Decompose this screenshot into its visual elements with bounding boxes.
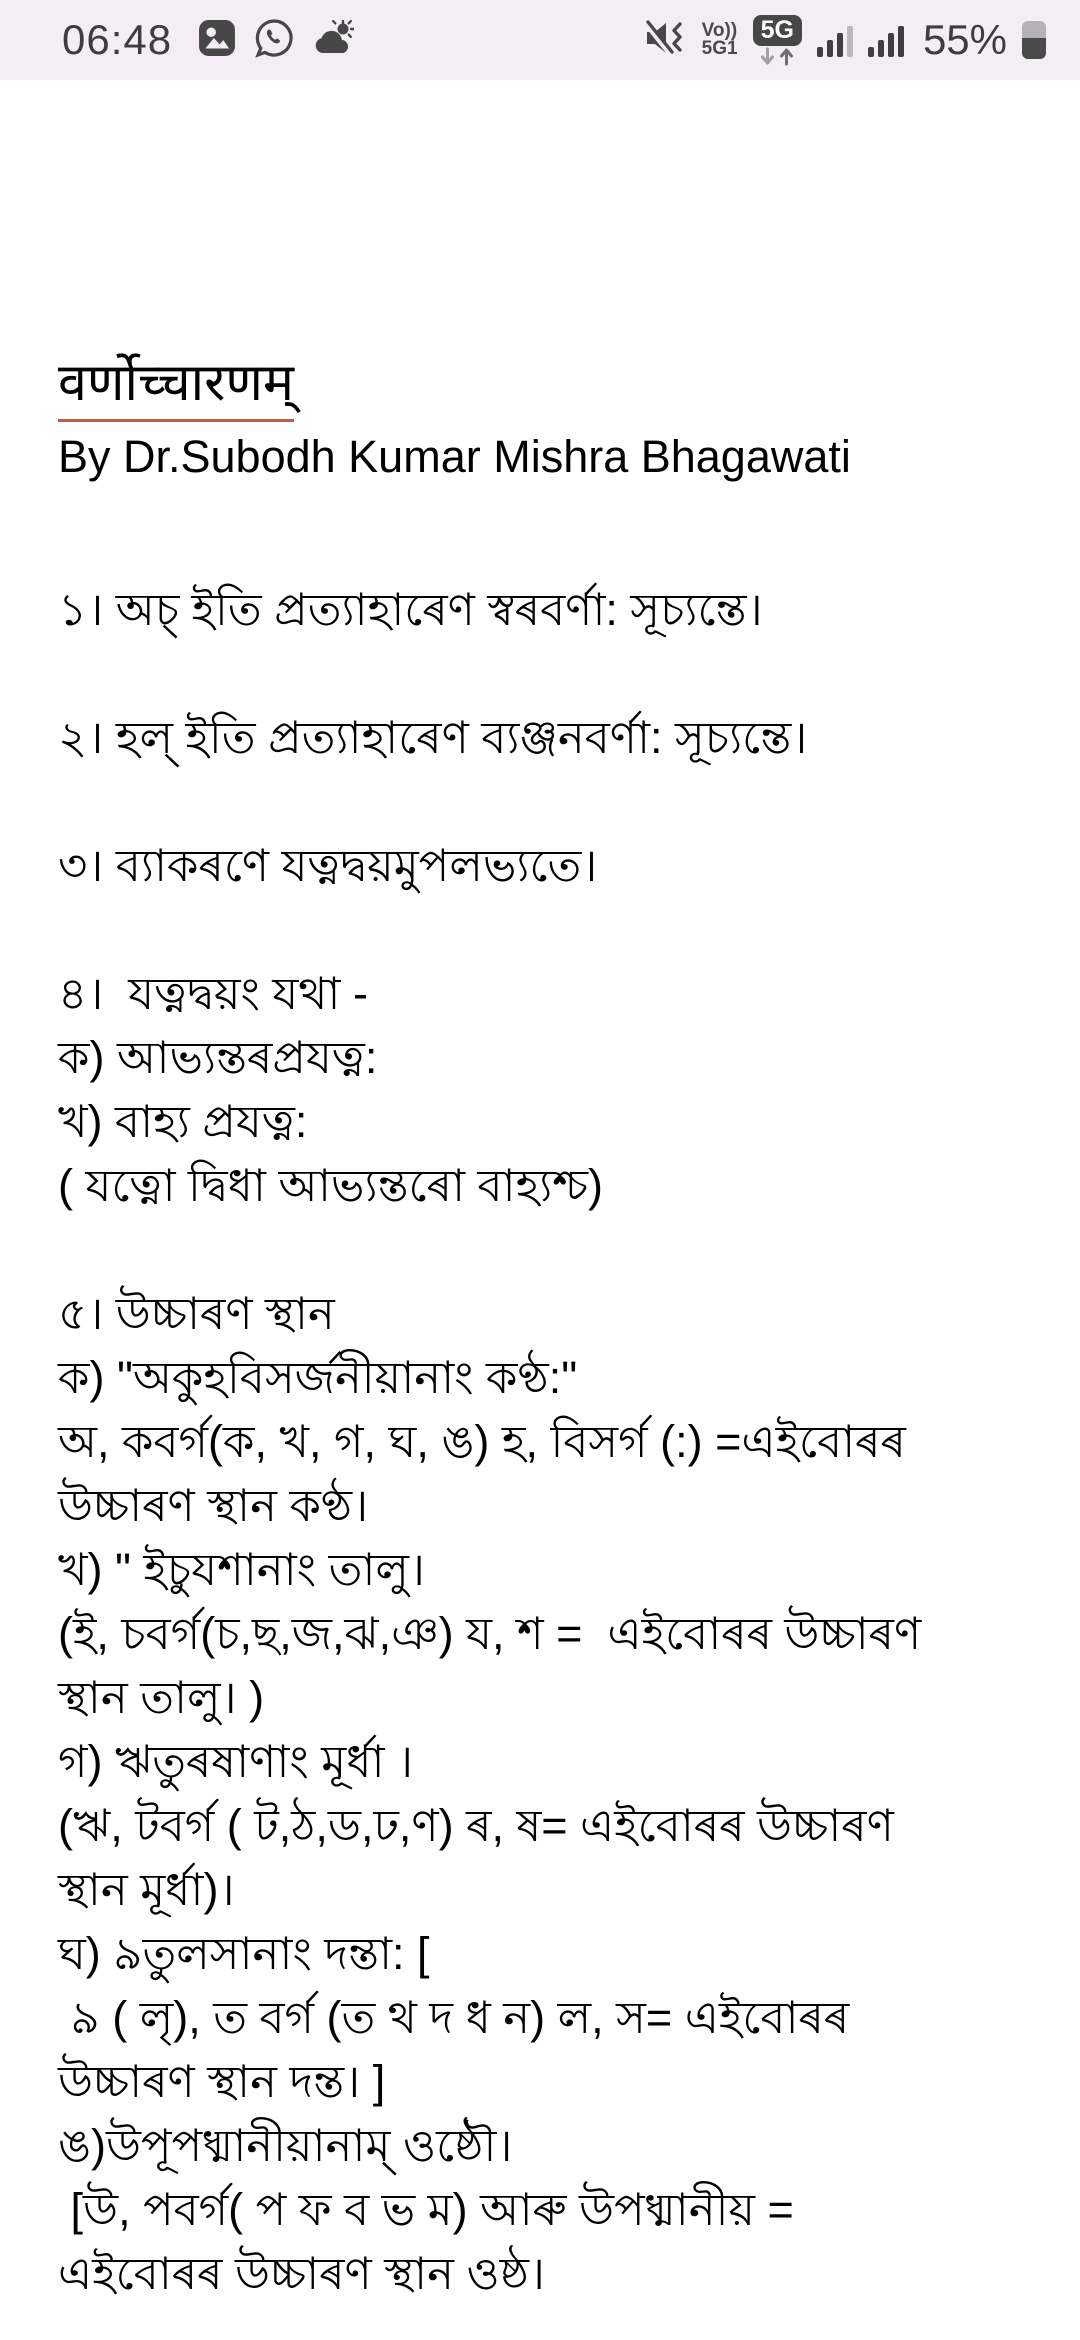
battery-icon [1022, 21, 1046, 59]
doc-line [58, 1218, 1030, 1282]
doc-line [58, 898, 1030, 962]
doc-byline: By Dr.Subodh Kumar Mishra Bhagawati [58, 431, 851, 482]
signal-strength-sim2-icon [868, 23, 904, 57]
status-bar [0, 0, 1080, 80]
doc-line: উচ্চাৰণ স্থান দন্ত। ] [58, 2056, 386, 2107]
doc-line: ১। অচ্ ইতি প্রত্যাহাৰেণ স্বৰবর্ণা: সূচ্যন্তে। [58, 584, 763, 635]
gallery-icon [198, 19, 236, 62]
doc-line: ঙ)উপূপধ্মানীয়ানাম্ ওষ্ঠৌ। [58, 2120, 513, 2171]
doc-line: (ঋ, টবর্গ ( ট,ঠ,ড,ঢ,ণ) ৰ, ষ= এইবোৰৰ উচ্চাৰণ [58, 1800, 894, 1851]
doc-title: वर्णोच्चारणम् [58, 353, 294, 422]
data-arrows-icon [759, 47, 795, 66]
doc-line: গ) ঋতুৰষাণাং মূর্ধা । [58, 1736, 414, 1787]
doc-line: ( যত্নো দ্বিধা আভ্যন্তৰো বাহ্যশ্চ) [58, 1160, 603, 1211]
doc-line: ৫। উচ্চাৰণ স্থান [58, 1288, 335, 1339]
doc-line: [উ, পবর্গ( প ফ ব ভ ম) আৰু উপধ্মানীয় = [58, 2184, 794, 2235]
doc-line: ৪। যত্নদ্বয়ং যথা - [58, 968, 368, 1019]
doc-line: ৩। ব্যাকৰণে যত্নদ্বয়মুপলভ্যতে। [58, 840, 598, 891]
doc-line: ২। হল্ ইতি প্রত্যাহাৰেণ ব্যঞ্জনবর্ণা: সূচ্যন্তে। [58, 712, 808, 763]
doc-body [58, 578, 1030, 2306]
clock: 06:48 [62, 16, 173, 63]
volte-label-bottom: 5G1 [701, 38, 738, 59]
doc-line: স্থান তালু। ) [58, 1672, 265, 1723]
doc-line: খ) বাহ্য প্রযত্ন: [58, 1096, 308, 1147]
doc-line: ঘ) ৯তুলসানাং দন্তা: [ [58, 1928, 430, 1979]
document-page[interactable] [0, 80, 1080, 2306]
volte-label-top: Vo)) [701, 20, 738, 41]
doc-line: খ) " ইচুযশানাং তালু। [58, 1544, 426, 1595]
network-type-indicator [753, 15, 802, 66]
mute-vibrate-icon [643, 17, 687, 64]
doc-line: উচ্চাৰণ স্থান কণ্ঠ। [58, 1480, 369, 1531]
doc-line: এইবোৰৰ উচ্চাৰণ স্থান ওষ্ঠ। [58, 2248, 545, 2299]
doc-line: অ, কবর্গ(ক, খ, গ, ঘ, ঙ) হ, বিসর্গ (:) =এইবোৰৰ [58, 1416, 906, 1467]
doc-line [58, 770, 1030, 834]
signal-strength-sim1-icon [817, 23, 853, 57]
doc-line: ৯ ( লৃ), ত বর্গ (ত থ দ ধ ন) ল, স= এইবোৰৰ [58, 1992, 850, 2043]
battery-percent: 55% [922, 16, 1007, 63]
5g-badge: 5G [753, 15, 802, 46]
notification-icons [198, 18, 354, 63]
doc-line: (ই, চবর্গ(চ,ছ,জ,ঝ,ঞ) য, শ = এইবোৰৰ উচ্চাৰণ [58, 1608, 922, 1659]
doc-line: ক) "অকুহবিসর্জনীয়ানাং কণ্ঠ:" [58, 1352, 578, 1403]
weather-icon [312, 20, 354, 61]
doc-line: ক) আভ্যন্তৰপ্রযত্ন: [58, 1032, 378, 1083]
doc-line: স্থান মূর্ধা)। [58, 1864, 235, 1915]
whatsapp-icon [254, 18, 294, 63]
doc-line [58, 642, 1030, 706]
volte-icon [702, 22, 738, 58]
system-status-icons [643, 15, 1046, 66]
